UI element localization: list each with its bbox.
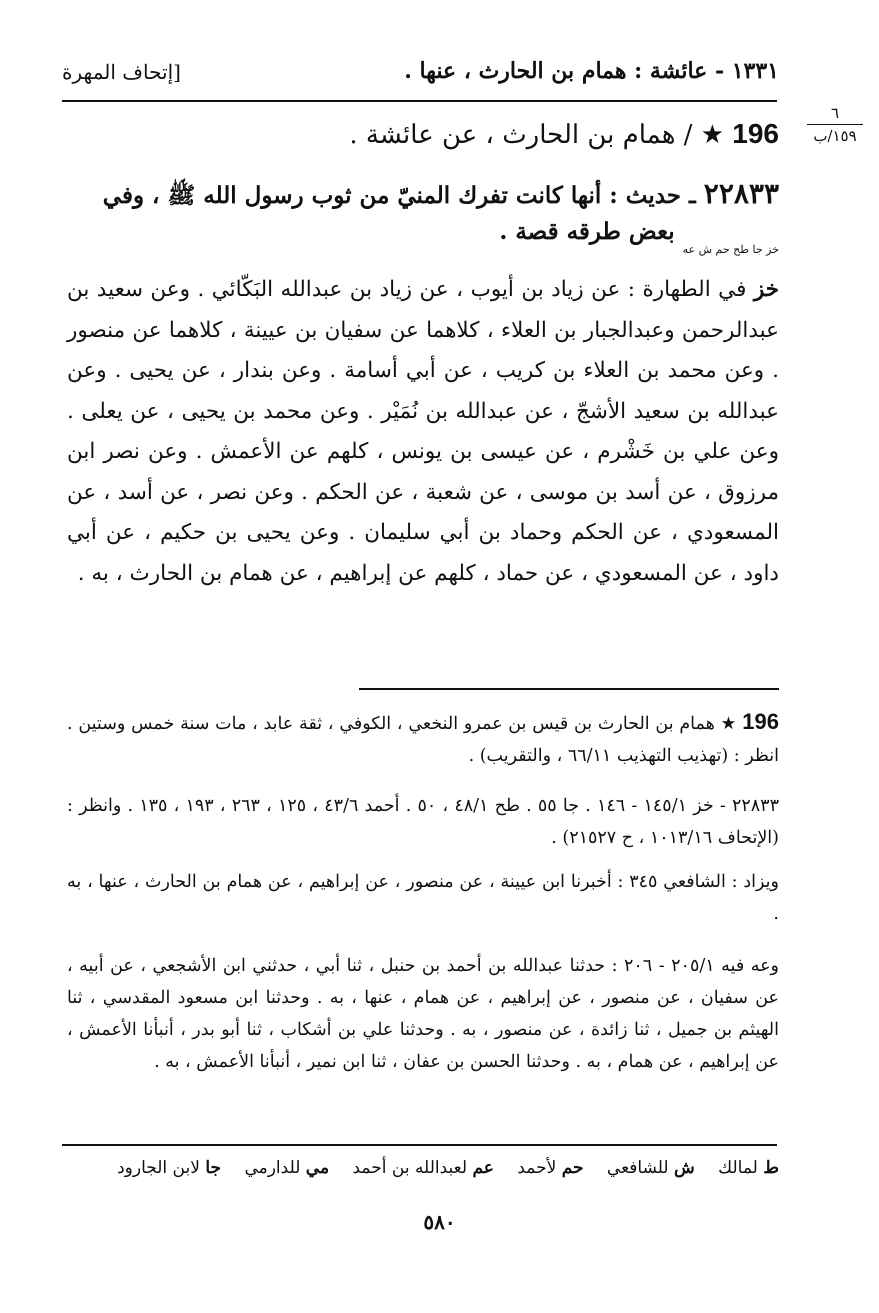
footnote-references: ٢٢٨٣٣ - خز ١٤٥/١ - ١٤٦ . جا ٥٥ . طح ٤٨/١ ، ٥٠ . أحمد ٤٣/٦ ، ١٢٥ ، ٢٦٣ ، ١٩٣ ، ١٣٥ . وانظر : (الإتحاف ١٠١٣/١٦ ، ح ٢١٥٢٧) .	[67, 796, 779, 848]
margin-volume: ٦	[830, 104, 840, 122]
hadith-heading	[67, 176, 779, 268]
page-number: ٥٨٠	[423, 1210, 456, 1234]
isnad-text: في الطهارة : عن زياد بن أيوب ، عن زياد بن عبدالله البَكّائي . وعن سعيد بن عبدالرحمن وعبدالجبار بن العلاء ، كلاهما عن سفيان بن عيينة ، كلاهما عن منصور . وعن محمد بن العلاء بن كريب ، عن أبي أسامة . وعن بندار ، عن يحيى . وعن عبدالله بن سعيد الأشجّ ، عن عبدالله بن نُمَيْر . وعن محمد بن يحيى ، عن يعلى . وعن علي بن خَشْرم ، عن عيسى بن يونس ، كلهم عن الأعمش . وعن نصر ابن مرزوق ، عن أسد بن موسى ، عن شعبة ، عن الحكم . وعن نصر ، عن أسد ، عن المسعودي ، عن الحكم وحماد بن أبي سليمان . وعن يحيى بن حكيم ، عن أبي داود ، عن المسعودي ، عن حماد ، كلهم عن إبراهيم ، عن همام بن الحارث ، به .	[67, 277, 779, 586]
margin-reference	[803, 104, 867, 145]
footnote-narrator	[67, 706, 779, 772]
footnote-section-number: 196	[742, 709, 779, 734]
margin-folio: ١٥٩/ب	[813, 127, 857, 145]
footnote-rule	[359, 688, 779, 690]
footnote-narrator-text: همام بن الحارث بن قيس بن عمرو النخعي ، الكوفي ، ثقة عابد ، مات سنة خمس وستين . انظر : (تهذيب التهذيب ٦٦/١١ ، والتقريب) .	[67, 714, 779, 766]
book-title-header: [إتحاف المهرة	[62, 60, 181, 84]
section-number: 196	[732, 118, 779, 149]
abbreviation-legend	[59, 1158, 779, 1178]
margin-divider	[807, 124, 863, 125]
footnote-addition-shafii: ويزاد : الشافعي ٣٤٥ : أخبرنا ابن عيينة ، عن منصور ، عن إبراهيم ، عن همام بن الحارث ، عنها ، به .	[67, 872, 779, 924]
legend-item: عم لعبدالله بن أحمد	[352, 1158, 494, 1178]
legend-item: مي للدارمي	[244, 1158, 330, 1178]
hadith-number: ٢٢٨٣٣	[703, 177, 779, 210]
header-rule	[62, 100, 777, 102]
section-heading	[67, 118, 779, 150]
section-title: / همام بن الحارث ، عن عائشة .	[349, 120, 693, 150]
isnad-source-lead: خز	[753, 277, 779, 302]
legend-item: حم لأحمد	[517, 1158, 584, 1178]
hadith-sources: خز جا طح حم ش عه	[682, 243, 779, 256]
star-icon: ★	[720, 714, 737, 734]
running-header-title: ١٣٣١ - عائشة : همام بن الحارث ، عنها .	[404, 58, 779, 84]
hadith-continuation: بعض طرقه قصة .	[499, 218, 675, 245]
legend-item: جا لابن الجارود	[117, 1158, 222, 1178]
footnote-addition-awana: وعه فيه ٢٠٥/١ - ٢٠٦ : حدثنا عبدالله بن أحمد بن حنبل ، ثنا أبي ، حدثني ابن الأشجعي ، عن أبيه ، عن سفيان ، عن منصور ، عن إبراهيم ، عن همام ، عنها ، به . وحدثنا ابن مسعود المقدسي ، ثنا الهيثم بن جميل ، ثنا زائدة ، عن منصور ، به . وحدثنا علي بن أشكاب ، ثنا أبو بدر ، أنبأنا الأعمش ، عن إبراهيم ، عن همام ، به . وحدثنا الحسن بن عفان ، ثنا ابن نمير ، أنبأنا الأعمش ، به .	[67, 956, 779, 1072]
legend-item: ش للشافعي	[606, 1158, 695, 1178]
star-icon: ★	[700, 120, 725, 150]
hadith-text: ـ حديث : أنها كانت تفرك المنيّ من ثوب رسول الله ﷺ ، وفي	[102, 182, 696, 209]
legend-item: ط لمالك	[718, 1158, 779, 1178]
isnad-paragraph	[67, 270, 779, 594]
legend-rule	[62, 1144, 777, 1146]
